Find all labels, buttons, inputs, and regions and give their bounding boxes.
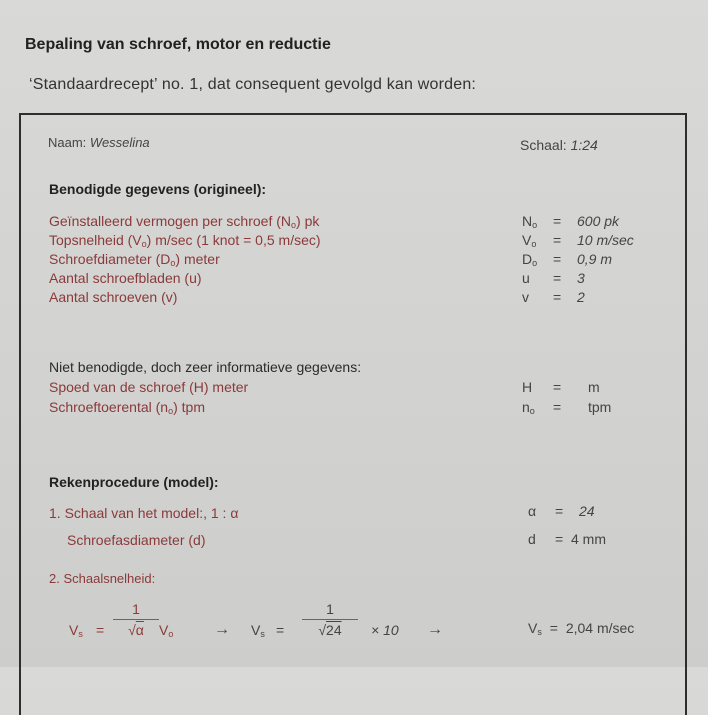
row-equals: = [553, 379, 562, 395]
row-symbol: $V_o$ [522, 232, 537, 249]
denominator-2: √24 [318, 622, 342, 638]
row-label: Spoed van de schroef (H) meter [49, 379, 249, 395]
intro-text: ‘Standaardrecept’ no. 1, dat consequent gevolgd kan worden: [29, 76, 477, 93]
row-label: Aantal schroeven (v) [49, 289, 178, 305]
step1b-value: 4 mm [571, 531, 606, 547]
numerator-2: 1 [326, 601, 334, 617]
row-symbol: $D_o$ [522, 251, 538, 268]
row-symbol: $n_o$ [522, 399, 535, 416]
row-value: 2 [577, 289, 585, 305]
formula-result: $V_s = 2,04$ m/sec [528, 620, 635, 637]
arrow-2: → [427, 621, 443, 638]
row-equals: = [553, 251, 562, 267]
row-equals: = [553, 213, 562, 229]
formula-fraction-2 [302, 601, 358, 638]
schaal-value: 1:24 [570, 137, 598, 153]
formula-equals: = [96, 622, 105, 638]
row-label: Geïnstalleerd vermogen per schroef $(N_o)$ pk [49, 213, 320, 230]
section1-title: Benodigde gegevens (origineel): [49, 181, 267, 197]
step1-value: 24 [579, 503, 595, 519]
step1-equals: = [555, 503, 564, 519]
formula-multiplier: × 10 [371, 622, 399, 638]
formula-fraction-1 [113, 601, 159, 638]
formula-equals-2: = [276, 622, 285, 638]
row-value: tpm [588, 399, 612, 415]
numerator-1: 1 [132, 601, 140, 617]
page-heading: Bepaling van schroef, motor en reductie [25, 36, 331, 53]
step1b-label: Schroefasdiameter (d) [67, 532, 206, 548]
schaal-label: Schaal: [520, 137, 567, 153]
formula-times-vo: $V_o$ [159, 622, 174, 639]
row-symbol: H [522, 379, 533, 395]
row-equals: = [553, 232, 562, 248]
step1-label: 1. Schaal van het model:, 1 : α [49, 505, 239, 521]
naam-field [48, 135, 150, 150]
row-symbol: $N_o$ [522, 213, 538, 230]
naam-value: Wesselina [89, 135, 150, 150]
denominator-1: √α [128, 622, 144, 638]
row-value: 600 pk [577, 213, 620, 229]
row-equals: = [553, 399, 562, 415]
row-label: Schroeftoerental $(n_o)$ tpm [49, 399, 205, 416]
recipe-box [19, 113, 687, 715]
naam-label: Naam: [48, 135, 87, 150]
row-value: 0,9 m [577, 251, 613, 267]
step1b-equals: = [555, 531, 564, 547]
row-symbol: u [522, 270, 530, 286]
step2-label: 2. Schaalsnelheid: [49, 571, 156, 586]
row-equals: = [553, 270, 562, 286]
schaal-field [520, 137, 598, 153]
row-equals: = [553, 289, 562, 305]
row-value: 3 [577, 270, 585, 286]
row-value: m [588, 379, 600, 395]
arrow-1: → [214, 621, 230, 638]
step1-symbol: α [528, 503, 537, 519]
step1b-symbol: d [528, 531, 536, 547]
section2-title: Niet benodigde, doch zeer informatieve gegevens: [49, 359, 362, 375]
row-label: Schroefdiameter $(D_o)$ meter [49, 251, 220, 268]
row-label: Aantal schroefbladen (u) [49, 270, 202, 286]
row-symbol: v [522, 289, 529, 305]
section3-title: Rekenprocedure (model): [49, 474, 219, 490]
formula-lhs-2: $V_s$ [251, 622, 265, 639]
row-label: Topsnelheid $(V_o)$ m/sec (1 knot = 0,5 m/sec) [49, 232, 321, 249]
row-value: 10 m/sec [577, 232, 634, 248]
formula-lhs: $V_s$ [69, 622, 83, 639]
